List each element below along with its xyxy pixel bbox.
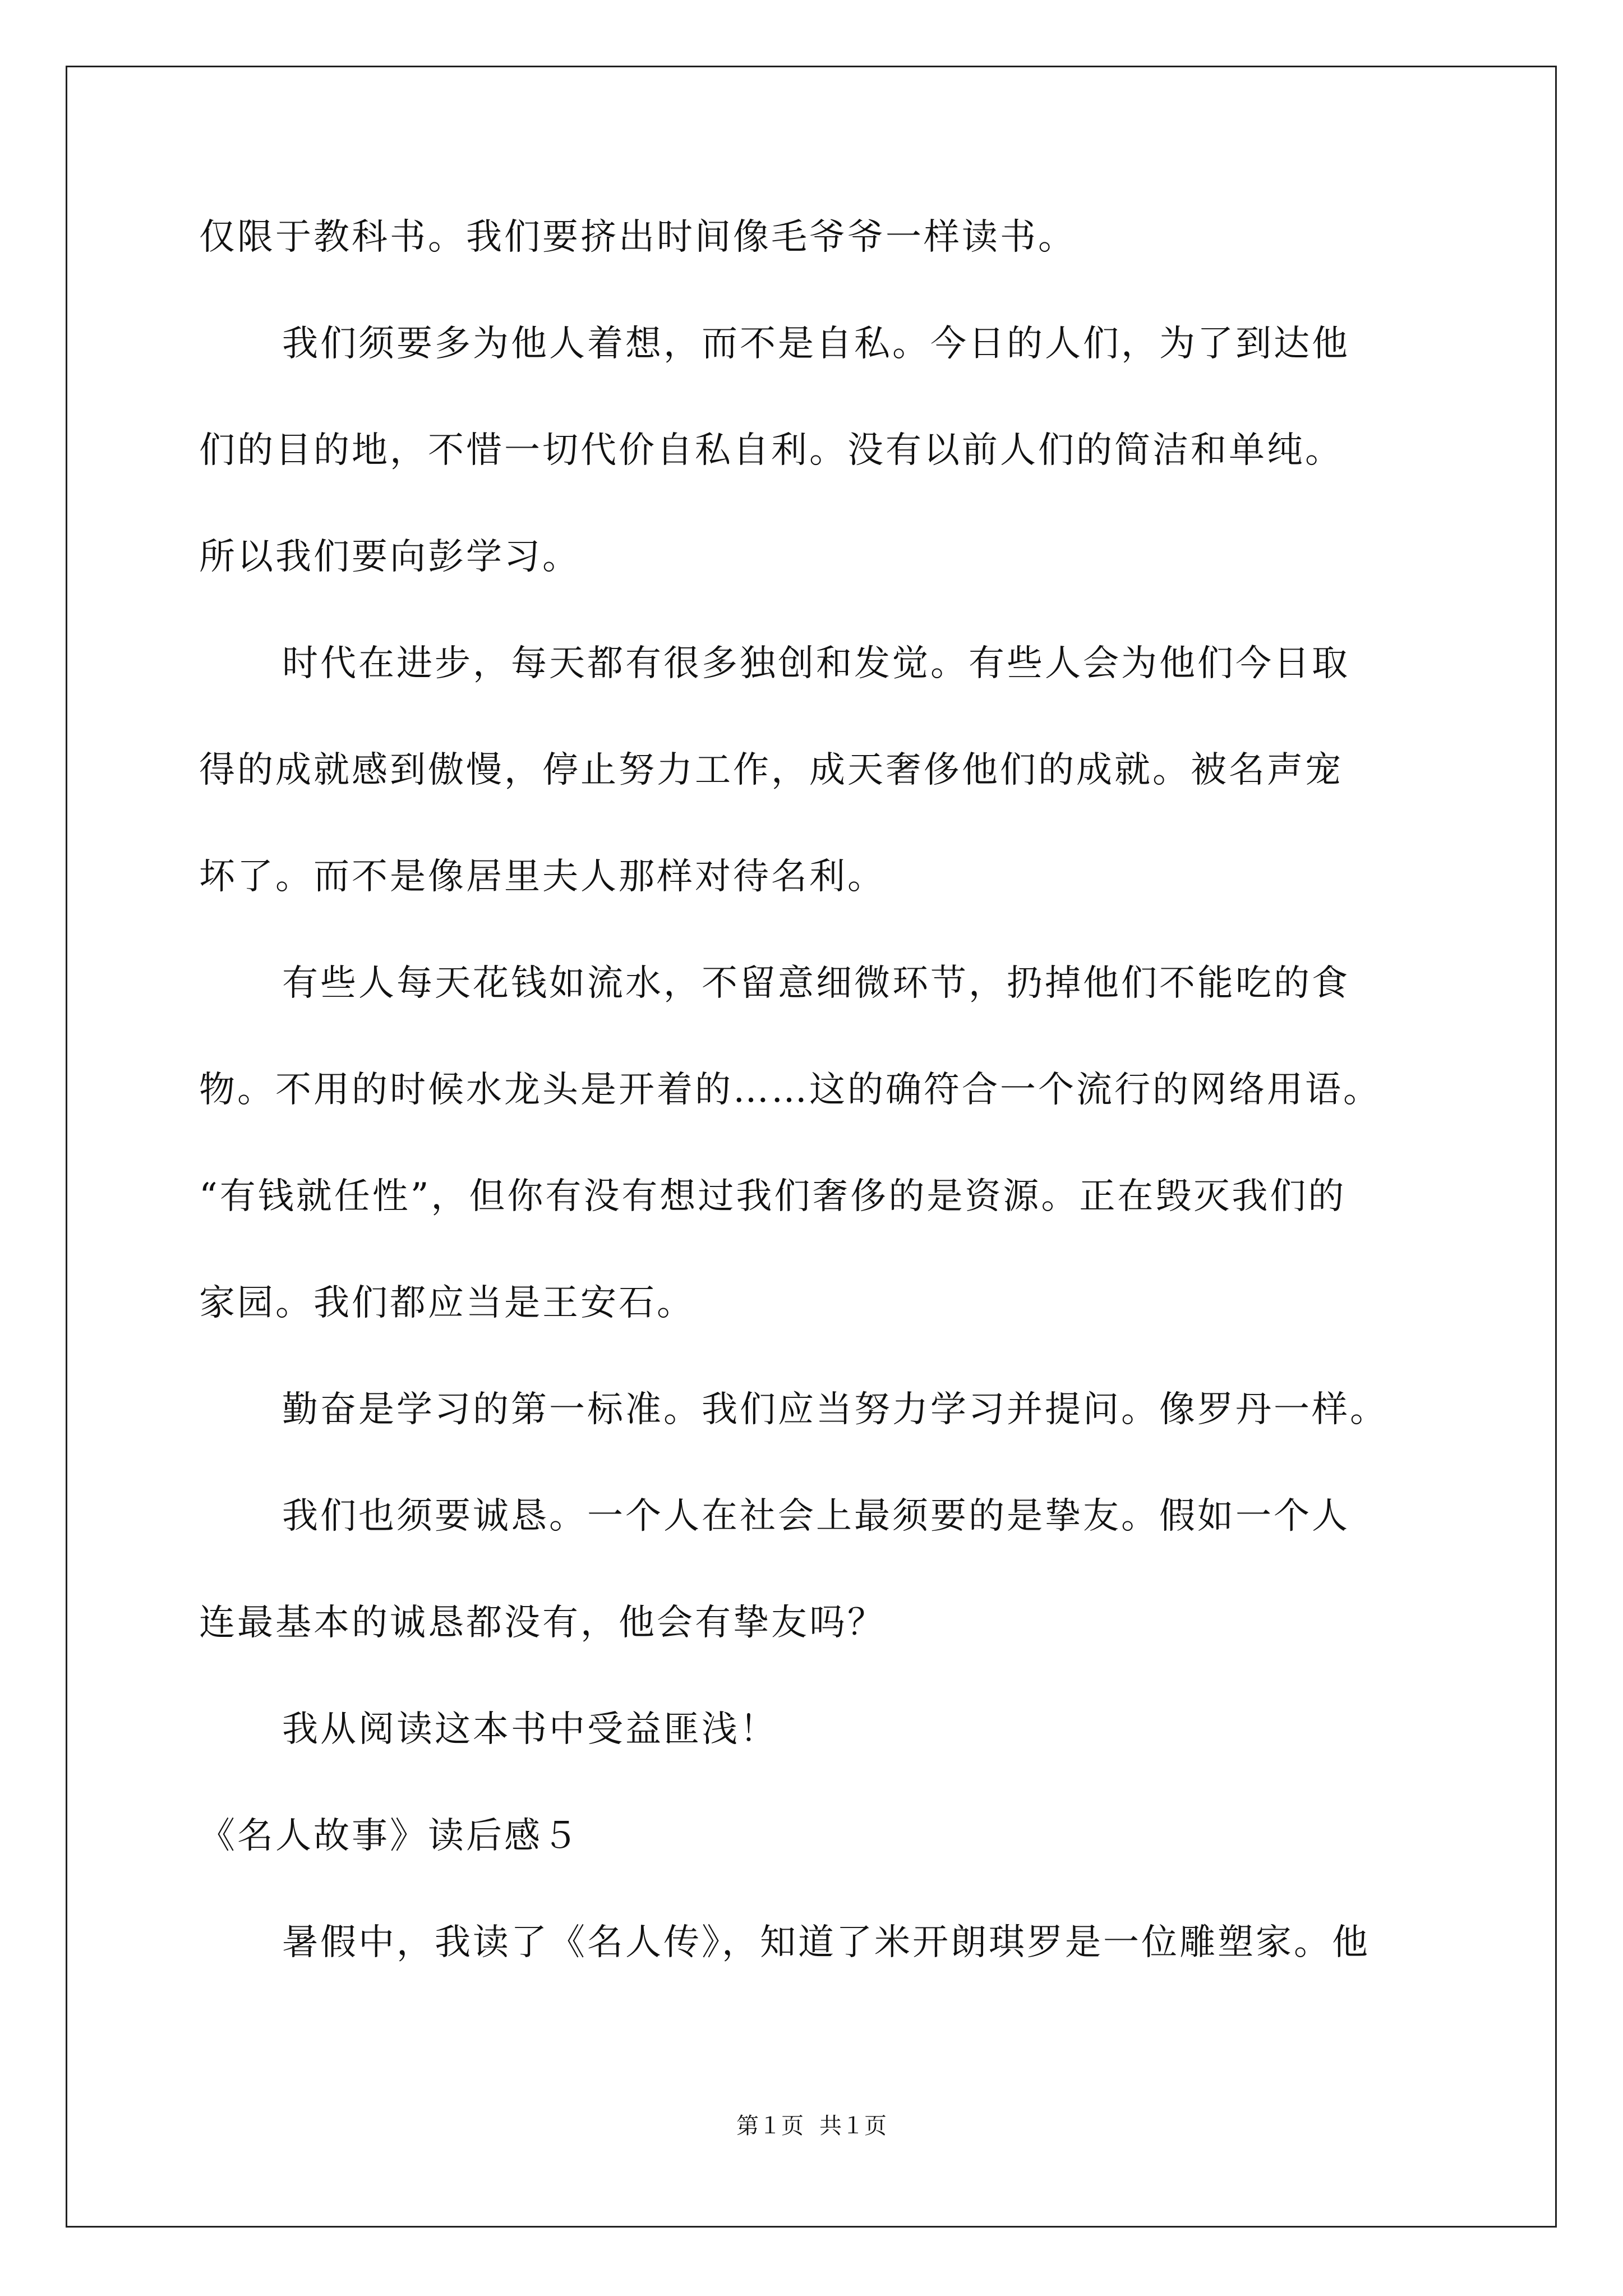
paragraph-first-line: 暑假中，我读了《名人传》，知道了米开朗琪罗是一位雕塑家。他: [282, 1922, 1370, 1963]
text-line: 家园。我们都应当是王安石。: [199, 1282, 695, 1324]
text-line: 连最基本的诚恳都没有，他会有挚友吗？: [199, 1602, 886, 1644]
paragraph-first-line: 我们须要多为他人着想，而不是自私。今日的人们，为了到达他: [282, 323, 1350, 365]
paragraph-first-line: 勤奋是学习的第一标准。我们应当努力学习并提问。像罗丹一样。: [282, 1389, 1388, 1430]
paragraph-first-line: 时代在进步，每天都有很多独创和发觉。有些人会为他们今日取: [282, 643, 1350, 684]
page-border: [66, 66, 1557, 2228]
text-line: “有钱就任性”，但你有没有想过我们奢侈的是资源。正在毁灭我们的: [199, 1176, 1347, 1217]
paragraph-first-line: 我从阅读这本书中受益匪浅！: [282, 1709, 778, 1750]
paragraph-first-line: 我们也须要诚恳。一个人在社会上最须要的是挚友。假如一个人: [282, 1496, 1350, 1537]
section-heading: 《名人故事》读后感５: [199, 1815, 580, 1857]
page-number: 第１页: [736, 2113, 804, 2139]
text-line: 仅限于教科书。我们要挤出时间像毛爷爷一样读书。: [199, 217, 1076, 258]
text-line: 物。不用的时候水龙头是开着的……这的确符合一个流行的网络用语。: [199, 1069, 1381, 1111]
paragraph-first-line: 有些人每天花钱如流水，不留意细微环节，扔掉他们不能吃的食: [282, 963, 1350, 1004]
text-line: 所以我们要向彭学习。: [199, 536, 580, 578]
text-line: 们的目的地，不惜一切代价自私自利。没有以前人们的简洁和单纯。: [199, 430, 1343, 471]
text-line: 坏了。而不是像居里夫人那样对待名利。: [199, 856, 886, 898]
page-footer: [0, 2109, 1623, 2143]
page-total: 共１页: [819, 2113, 887, 2139]
text-line: 得的成就感到傲慢，停止努力工作，成天奢侈他们的成就。被名声宠: [199, 749, 1343, 791]
